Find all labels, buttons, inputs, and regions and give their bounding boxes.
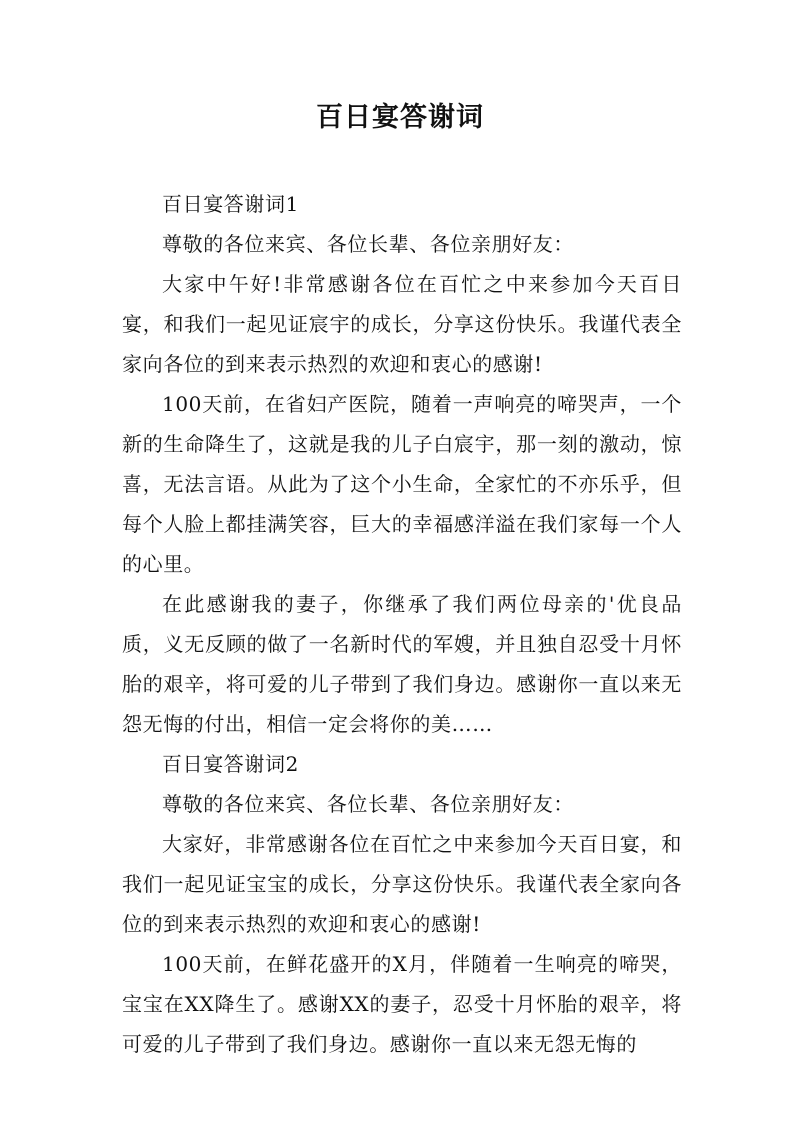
section-heading: 百日宴答谢词2 bbox=[162, 752, 299, 776]
document-title: 百日宴答谢词 bbox=[316, 102, 484, 133]
paragraph: 在此感谢我的妻子，你继承了我们两位母亲的'优良品质，义无反顾的做了一名新时代的军嫂，并且独自忍受十月怀胎的艰辛，将可爱的儿子带到了我们身边。感谢你一直以来无怨无悔的付出，相信一定会将你的美…… bbox=[122, 592, 682, 736]
paragraph: 尊敬的各位来宾、各位长辈、各位亲朋好友： bbox=[162, 232, 574, 256]
paragraph: 100天前，在省妇产医院，随着一声响亮的啼哭声，一个新的生命降生了，这就是我的儿子白宸宇，那一刻的激动，惊喜，无法言语。从此为了这个小生命，全家忙的不亦乐乎，但每个人脸上都挂满笑容，巨大的幸福感洋溢在我们家每一个人的心里。 bbox=[122, 392, 682, 576]
paragraph: 大家好，非常感谢各位在百忙之中来参加今天百日宴，和我们一起见证宝宝的成长，分享这份快乐。我谨代表全家向各位的到来表示热烈的欢迎和衷心的感谢! bbox=[122, 832, 682, 936]
section-1 bbox=[122, 184, 682, 744]
paragraph: 大家中午好!非常感谢各位在百忙之中来参加今天百日宴，和我们一起见证宸宇的成长，分享这份快乐。我谨代表全家向各位的到来表示热烈的欢迎和衷心的感谢! bbox=[122, 272, 682, 376]
paragraph: 尊敬的各位来宾、各位长辈、各位亲朋好友： bbox=[162, 792, 574, 816]
section-2 bbox=[122, 744, 682, 1064]
section-heading: 百日宴答谢词1 bbox=[162, 192, 299, 216]
paragraph: 100天前，在鲜花盛开的X月，伴随着一生响亮的啼哭，宝宝在XX降生了。感谢XX的妻子，忍受十月怀胎的艰辛，将可爱的儿子带到了我们身边。感谢你一直以来无怨无悔的 bbox=[122, 952, 682, 1056]
document-body bbox=[122, 184, 682, 1064]
